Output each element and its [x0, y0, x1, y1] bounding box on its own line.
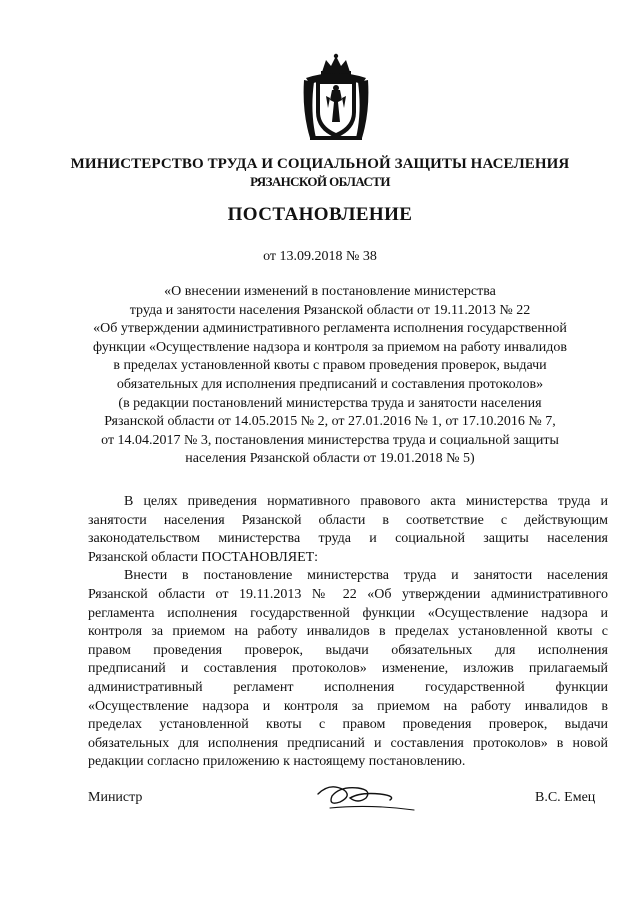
paragraph2-line: контроля за приемом на работу инвалидов в пределах установленной квоты с: [88, 624, 608, 640]
title-line: «Об утверждении административного регламента исполнения государственной: [93, 321, 567, 337]
title-line: труда и занятости населения Рязанской области от 19.11.2013 № 22: [129, 302, 531, 318]
paragraph2-line: Внести в постановление министерства труда и занятости населения: [124, 568, 608, 584]
document-body: [88, 493, 608, 772]
title-line: «О внесении изменений в постановление министерства: [164, 284, 496, 299]
document-type-heading: ПОСТАНОВЛЕНИЕ: [227, 204, 413, 225]
document-title: [60, 283, 600, 469]
paragraph2-line: административный регламент исполнения государственной функции: [88, 679, 608, 695]
paragraph2-line: пределах установленной квоты с правом проведения проверок, выдачи: [88, 717, 608, 733]
ministry-name-line2: РЯЗАНСКОЙ ОБЛАСТИ: [250, 174, 390, 189]
ministry-name-line1: МИНИСТЕРСТВО ТРУДА И СОЦИАЛЬНОЙ ЗАЩИТЫ НАСЕЛЕНИЯ: [70, 156, 570, 172]
paragraph2-line: регламента исполнения государственной функции «Осуществление надзора и: [88, 605, 608, 621]
paragraph2-line: правом проведения проверок, выдачи обязательных для исполнения: [88, 642, 608, 658]
paragraph1-line: В целях приведения нормативного правового акта министерства труда и: [124, 494, 608, 509]
paragraph2-line: предписаний и составления протоколов» изменение, изложив прилагаемый: [88, 661, 608, 677]
title-line: населения Рязанской области от 19.01.2018 № 5): [185, 451, 475, 467]
coat-of-arms-emblem: [296, 52, 376, 142]
paragraph1-line: законодательством министерства труда и социальной защиты населения: [88, 531, 608, 547]
title-line: обязательных для исполнения предписаний и составления протоколов»: [116, 376, 544, 392]
title-line: функции «Осуществление надзора и контроля за приемом на работу инвалидов: [92, 339, 568, 355]
signatory-role: Министр: [88, 790, 143, 805]
title-line: в пределах установленной квоты с правом проведения проверок, выдачи: [113, 358, 547, 374]
paragraph2-line: «Осуществление надзора и контроля за приемом на работу инвалидов в: [88, 698, 608, 714]
title-line: (в редакции постановлений министерства труда и занятости населения: [118, 395, 542, 411]
document-date-number: от 13.09.2018 № 38: [263, 249, 377, 264]
paragraph2-line: редакции согласно приложению к настоящему постановлению.: [88, 754, 466, 770]
signatory-name: В.С. Емец: [535, 790, 596, 805]
paragraph1-line: занятости населения Рязанской области в соответствие с действующим: [88, 512, 608, 528]
paragraph2-line: обязательных для исполнения предписаний и составления протоколов» в новой: [88, 735, 608, 751]
title-line: от 14.04.2017 № 3, постановления министерства труда и социальной защиты: [101, 432, 559, 448]
paragraph1-line: Рязанской области ПОСТАНОВЛЯЕТ:: [88, 549, 319, 565]
title-line: Рязанской области от 14.05.2015 № 2, от 27.01.2016 № 1, от 17.10.2016 № 7,: [104, 414, 556, 430]
paragraph2-line: Рязанской области от 19.11.2013 № 22 «Об утверждении административного: [88, 586, 608, 602]
handwritten-signature: [310, 772, 420, 822]
